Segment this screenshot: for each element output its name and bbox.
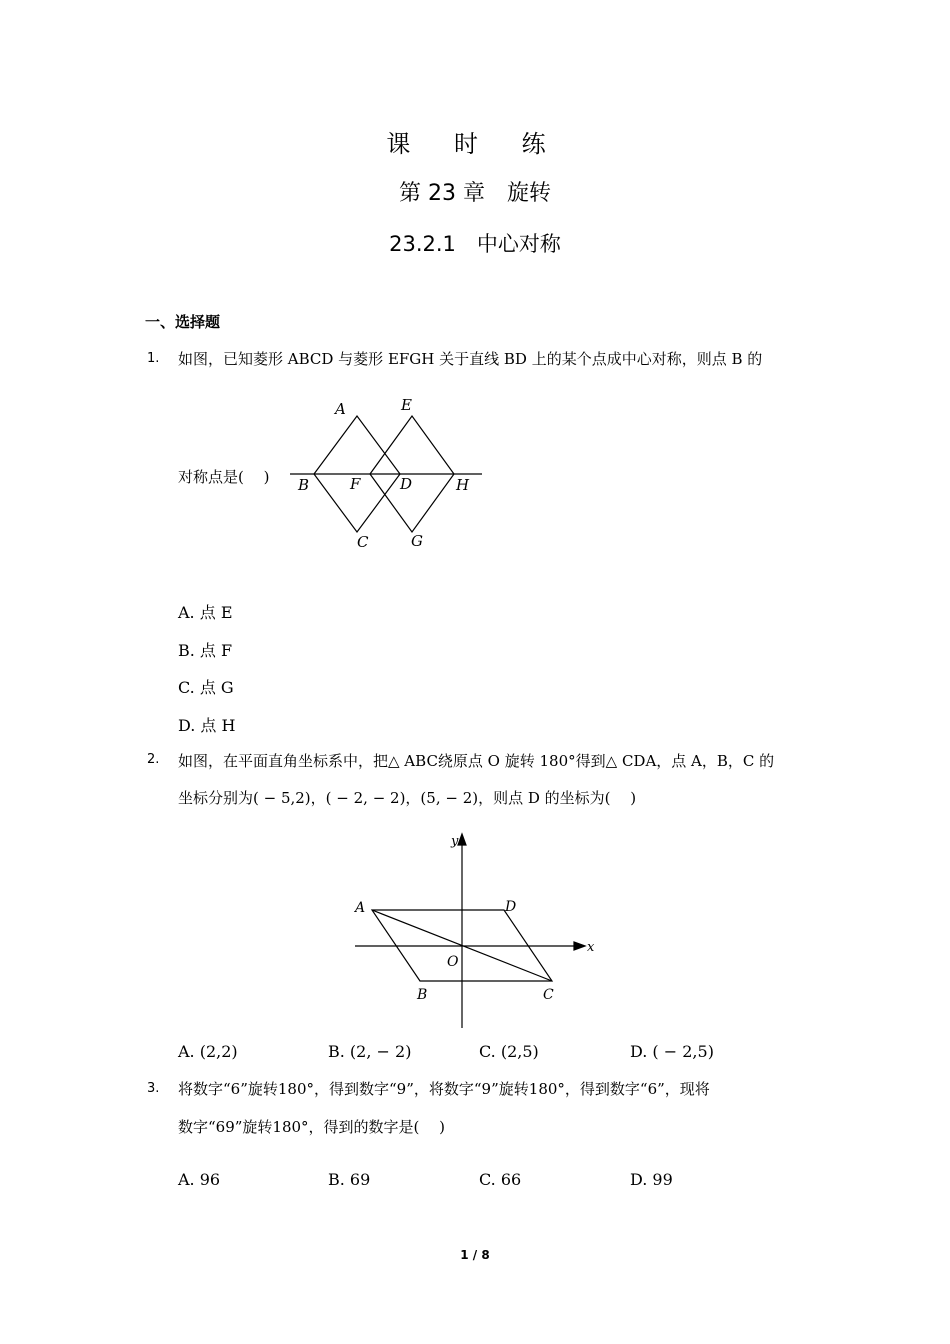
q3-text-line2: 数字“69”旋转180°，得到的数字是( ) [178, 1118, 446, 1136]
q2-label-x-axis: x [587, 940, 595, 955]
section-title: 23.2.1 中心对称 [389, 232, 561, 256]
q2-label-o: O [447, 954, 459, 970]
q1-label-h: H [456, 476, 470, 494]
q1-label-b: B [298, 476, 310, 494]
q2-text-line1: 如图，在平面直角坐标系中，把△ ABC绕原点 O 旋转 180°得到△ CDA，点 A，B，C 的 [178, 752, 775, 770]
q1-label-g: G [411, 532, 423, 550]
q2-label-y-axis: y [451, 834, 459, 849]
section-heading: 一、选择题 [145, 313, 221, 331]
chapter-title: 第 23 章 旋转 [399, 181, 551, 206]
q2-label-d: D [505, 899, 517, 915]
q1-number: 1. [147, 351, 160, 366]
q2-label-c: C [543, 987, 554, 1003]
q1-text-line2: 对称点是( ) [178, 468, 270, 486]
q1-option-d: D. 点 H [178, 716, 236, 735]
q1-label-a: A [335, 400, 346, 418]
q3-text-line1: 将数字“6”旋转180°，得到数字“9”，将数字“9”旋转180°，得到数字“6”，现将 [178, 1080, 710, 1098]
q2-coordinate-figure [345, 828, 605, 1030]
q3-option-b: B. 69 [328, 1170, 371, 1189]
q2-number: 2. [147, 752, 160, 767]
q1-label-f: F [350, 475, 361, 493]
q3-option-c: C. 66 [479, 1170, 522, 1189]
q2-option-b: B. (2, − 2) [328, 1042, 412, 1061]
page-title: 课 时 练 [386, 130, 564, 158]
q2-option-c: C. (2,5) [479, 1042, 539, 1061]
q1-label-c: C [357, 533, 369, 551]
q3-option-d: D. 99 [630, 1170, 673, 1189]
q2-text-line2: 坐标分别为( − 5,2)，( − 2, − 2)，(5, − 2)，则点 D 的坐标为( ) [178, 789, 637, 807]
q2-label-b: B [417, 987, 428, 1003]
q3-option-a: A. 96 [178, 1170, 221, 1189]
q3-number: 3. [147, 1081, 160, 1096]
q1-option-c: C. 点 G [178, 678, 234, 697]
q1-option-a: A. 点 E [178, 603, 233, 622]
q1-label-e: E [401, 396, 412, 414]
q1-option-b: B. 点 F [178, 641, 233, 660]
q1-rhombus-figure [285, 390, 490, 555]
page-number: 1 / 8 [460, 1248, 490, 1262]
q1-label-d: D [400, 475, 413, 493]
q1-text-line1: 如图，已知菱形 ABCD 与菱形 EFGH 关于直线 BD 上的某个点成中心对称，则点 B 的 [178, 350, 763, 368]
q2-option-a: A. (2,2) [178, 1042, 238, 1061]
q2-label-a: A [355, 900, 366, 916]
q2-option-d: D. ( − 2,5) [630, 1042, 714, 1061]
